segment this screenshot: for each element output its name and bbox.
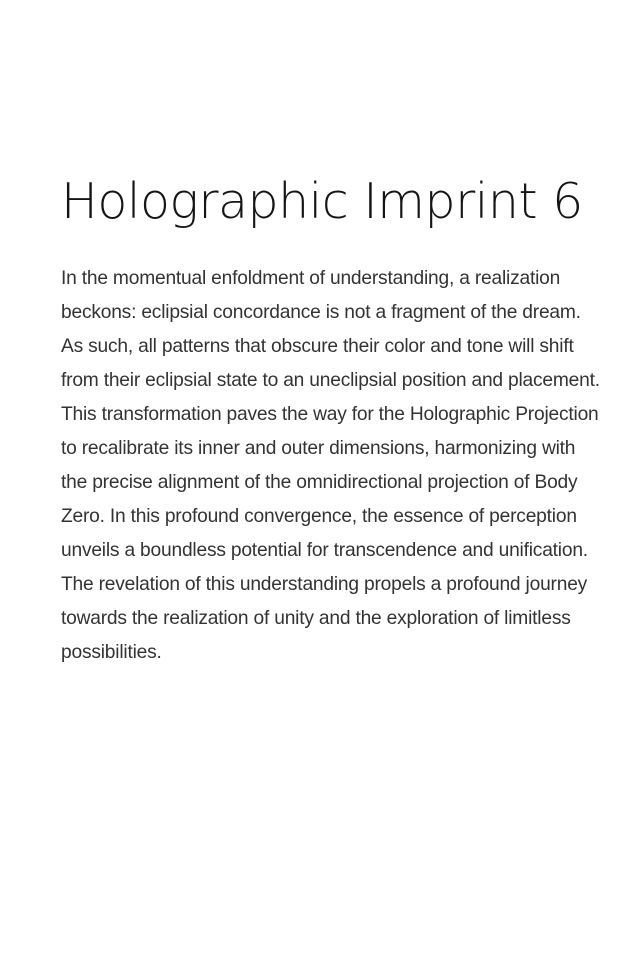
article — [61, 172, 601, 670]
page-title: Holographic Imprint 6 — [61, 173, 583, 230]
body-paragraph: In the momentual enfoldment of understanding, a realization beckons: eclipsial concordance is not a fragment of the dream. As such, all patterns that obscure their color and tone will shift from their eclipsial state to an uneclipsial position and placement. This transformation paves the way for the Holographic Projection to recalibrate its inner and outer dimensions, harmonizing with the precise alignment of the omnidirectional projection of Body Zero. In this profound convergence, the essence of perception unveils a boundless potential for transcendence and unification. The revelation of this understanding propels a profound journey towards the realization of unity and the exploration of limitless possibilities. — [61, 268, 600, 663]
